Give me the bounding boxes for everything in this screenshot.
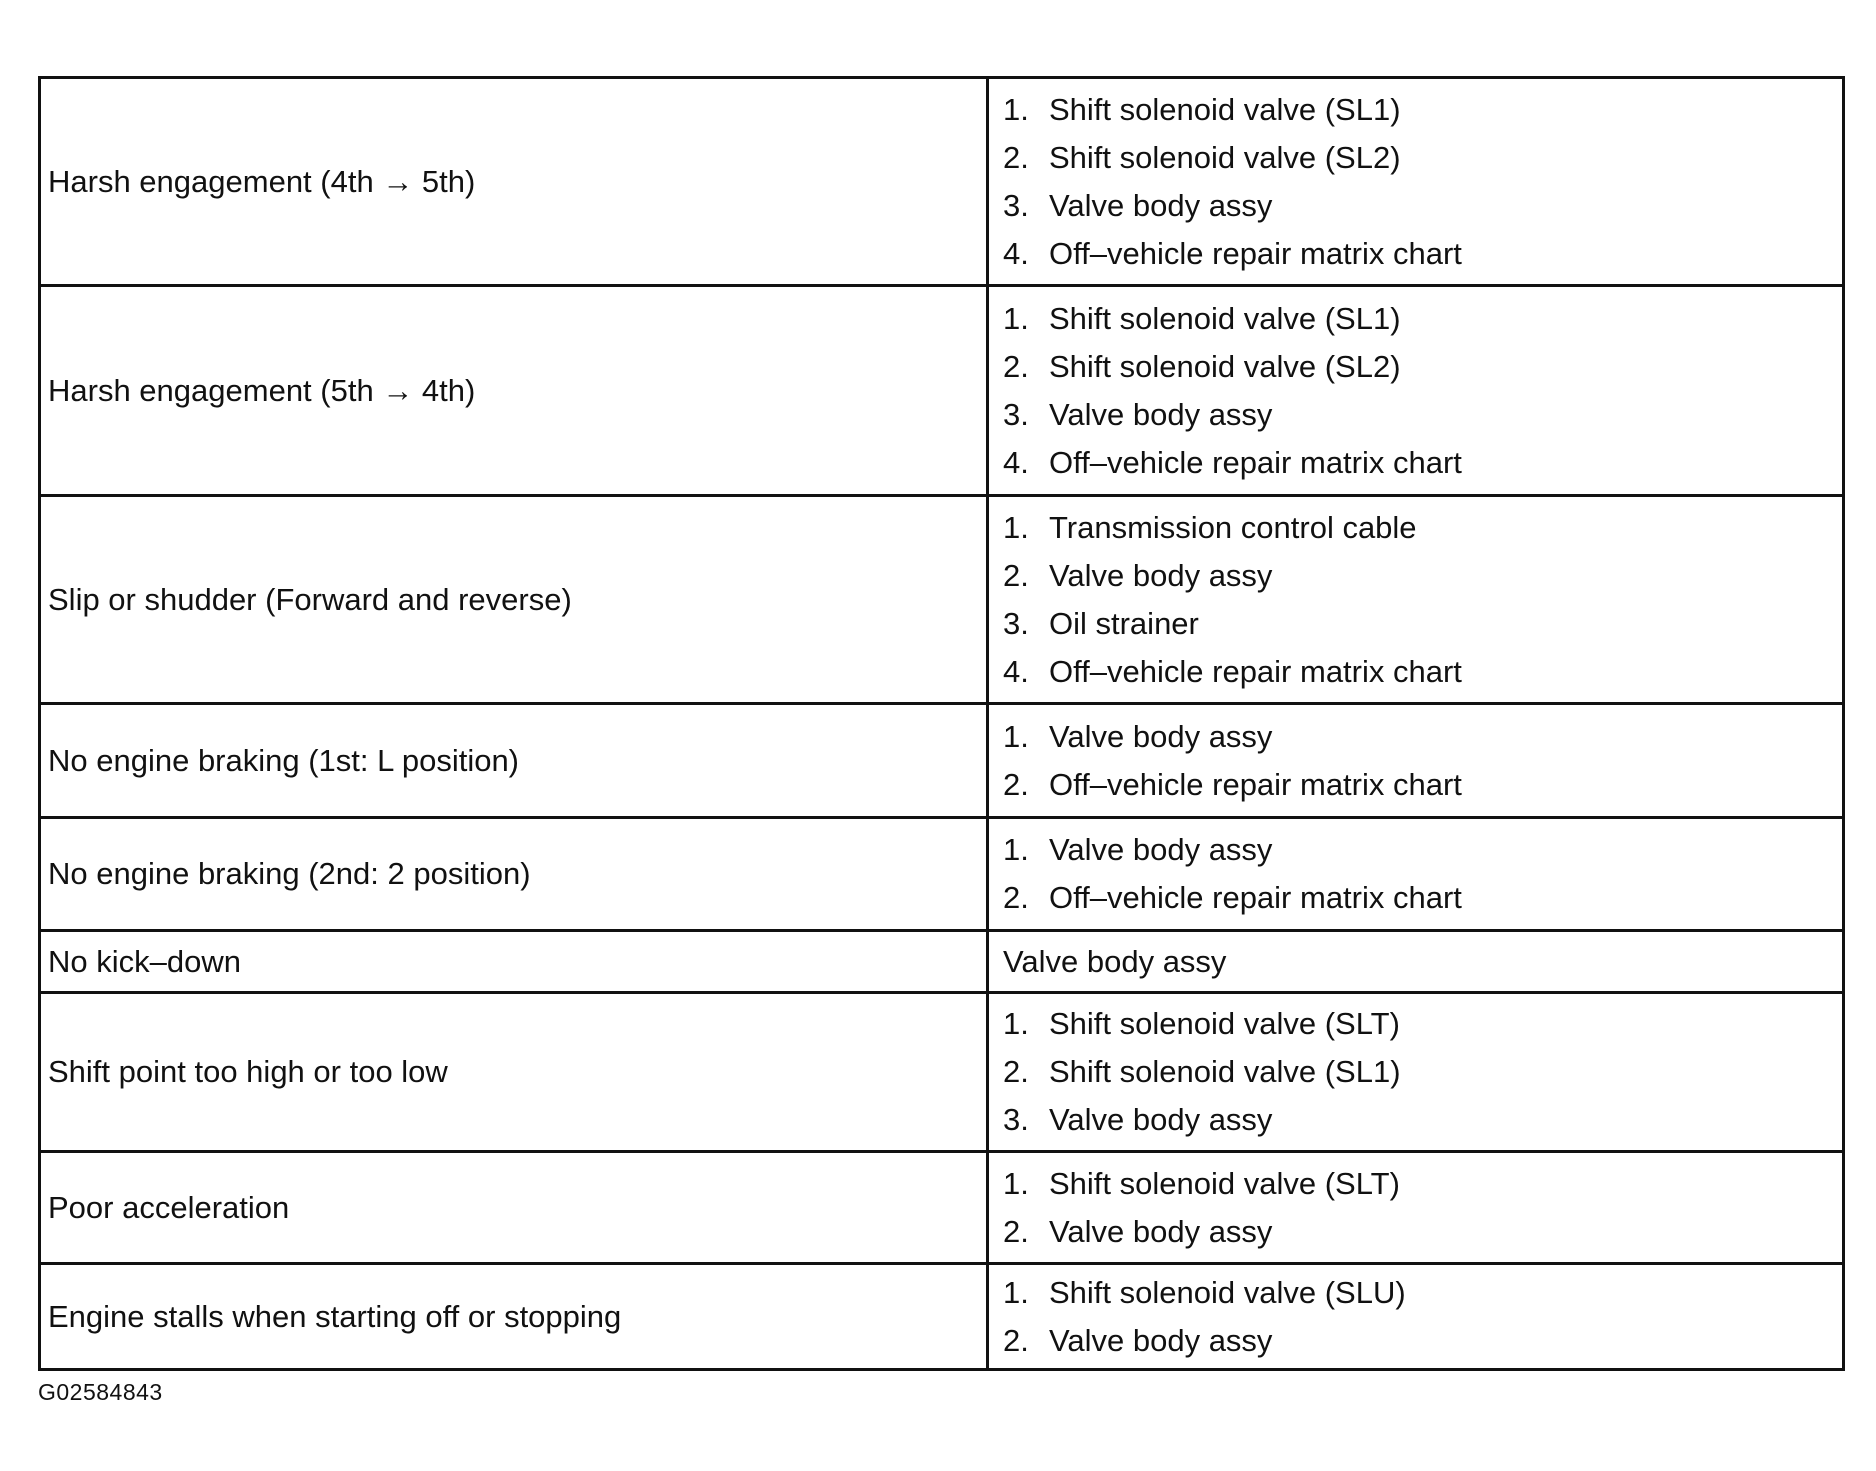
list-item-text: Valve body assy: [1049, 557, 1273, 593]
list-item-text: Valve body assy: [1049, 1102, 1273, 1137]
list-item-number: 2.: [1003, 557, 1029, 593]
parts-cell: [988, 818, 1844, 931]
list-item: [1003, 1208, 1842, 1256]
list-item-text: Shift solenoid valve (SL1): [1049, 91, 1401, 127]
symptom-parts-table: [38, 76, 1845, 1371]
list-item-text: Transmission control cable: [1049, 509, 1417, 545]
list-item: [1003, 874, 1842, 922]
list-item-number: 2.: [1003, 766, 1029, 802]
parts-list: [1003, 713, 1842, 809]
list-item-text: Shift solenoid valve (SL2): [1049, 139, 1401, 175]
parts-cell: [988, 78, 1844, 286]
list-item-text: Valve body assy: [1049, 1213, 1273, 1249]
parts-cell: [988, 1152, 1844, 1264]
list-item-text: Shift solenoid valve (SL1): [1049, 1054, 1401, 1089]
list-item-number: 1.: [1003, 1165, 1029, 1201]
part-text: Valve body assy: [1003, 943, 1227, 979]
list-item: [1003, 1160, 1842, 1208]
symptom-cell: No engine braking (2nd: 2 position): [40, 818, 988, 931]
list-item-number: 1.: [1003, 718, 1029, 754]
list-item-text: Oil strainer: [1049, 605, 1199, 641]
list-item: [1003, 1000, 1842, 1048]
list-item: [1003, 230, 1842, 278]
list-item: [1003, 648, 1842, 696]
list-item-text: Shift solenoid valve (SLT): [1049, 1006, 1400, 1041]
table-row: [40, 931, 1844, 993]
list-item-text: Valve body assy: [1049, 396, 1273, 432]
list-item-number: 2.: [1003, 1322, 1029, 1358]
list-item-number: 4.: [1003, 235, 1029, 271]
list-item-text: Off–vehicle repair matrix chart: [1049, 766, 1462, 802]
list-item-number: 3.: [1003, 187, 1029, 223]
parts-list: [1003, 295, 1842, 487]
table-row: [40, 704, 1844, 818]
list-item-number: 2.: [1003, 1213, 1029, 1249]
list-item-number: 1.: [1003, 509, 1029, 545]
list-item-number: 3.: [1003, 605, 1029, 641]
list-item-number: 2.: [1003, 880, 1029, 915]
parts-list: [1003, 826, 1842, 922]
list-item: [1003, 600, 1842, 648]
table-row: [40, 1152, 1844, 1264]
list-item: [1003, 761, 1842, 809]
symptom-cell: Harsh engagement (5th → 4th): [40, 286, 988, 496]
list-item-text: Valve body assy: [1049, 718, 1273, 754]
parts-cell: [988, 1264, 1844, 1370]
list-item-text: Shift solenoid valve (SL2): [1049, 348, 1401, 384]
table-row: [40, 78, 1844, 286]
list-item-text: Valve body assy: [1049, 1322, 1273, 1358]
symptom-cell: Engine stalls when starting off or stopping: [40, 1264, 988, 1370]
list-item-text: Shift solenoid valve (SLU): [1049, 1274, 1406, 1310]
list-item: [1003, 86, 1842, 134]
table-body: [40, 78, 1844, 1370]
list-item-text: Off–vehicle repair matrix chart: [1049, 880, 1462, 915]
list-item-number: 2.: [1003, 1054, 1029, 1089]
list-item-text: Off–vehicle repair matrix chart: [1049, 235, 1462, 271]
list-item-number: 3.: [1003, 1102, 1029, 1137]
symptom-cell: Poor acceleration: [40, 1152, 988, 1264]
list-item: [1003, 295, 1842, 343]
parts-list: [1003, 1160, 1842, 1256]
figure-id: G02584843: [38, 1379, 163, 1405]
table-row: [40, 818, 1844, 931]
list-item-number: 1.: [1003, 1274, 1029, 1310]
parts-cell: [988, 704, 1844, 818]
list-item: [1003, 1317, 1842, 1365]
list-item-number: 1.: [1003, 300, 1029, 336]
parts-list: [1003, 86, 1842, 278]
table-row: [40, 286, 1844, 496]
list-item: [1003, 826, 1842, 874]
list-item-number: 2.: [1003, 348, 1029, 384]
parts-cell: [988, 286, 1844, 496]
list-item: [1003, 343, 1842, 391]
list-item-number: 3.: [1003, 396, 1029, 432]
list-item: [1003, 713, 1842, 761]
list-item-number: 4.: [1003, 444, 1029, 480]
list-item: [1003, 1269, 1842, 1317]
list-item-text: Shift solenoid valve (SL1): [1049, 300, 1401, 336]
list-item-text: Valve body assy: [1049, 187, 1273, 223]
parts-cell: [988, 993, 1844, 1152]
list-item: [1003, 504, 1842, 552]
list-item-text: Valve body assy: [1049, 832, 1273, 867]
list-item: [1003, 134, 1842, 182]
list-item: [1003, 391, 1842, 439]
list-item-text: Off–vehicle repair matrix chart: [1049, 444, 1462, 480]
parts-list: [1003, 504, 1842, 696]
list-item-text: Shift solenoid valve (SLT): [1049, 1165, 1400, 1201]
list-item-text: Off–vehicle repair matrix chart: [1049, 653, 1462, 689]
list-item: [1003, 552, 1842, 600]
list-item: [1003, 1096, 1842, 1144]
symptom-cell: No kick–down: [40, 931, 988, 993]
table-row: [40, 1264, 1844, 1370]
parts-cell: [988, 496, 1844, 704]
list-item-number: 4.: [1003, 653, 1029, 689]
table-row: [40, 496, 1844, 704]
parts-list: [1003, 1269, 1842, 1365]
symptom-cell: No engine braking (1st: L position): [40, 704, 988, 818]
list-item-number: 1.: [1003, 91, 1029, 127]
table-row: [40, 993, 1844, 1152]
symptom-cell: Shift point too high or too low: [40, 993, 988, 1152]
list-item-number: 2.: [1003, 139, 1029, 175]
list-item: [1003, 1048, 1842, 1096]
symptom-cell: Harsh engagement (4th → 5th): [40, 78, 988, 286]
list-item: [1003, 439, 1842, 487]
parts-cell: [988, 931, 1844, 993]
parts-list: [1003, 1000, 1842, 1144]
list-item: [1003, 182, 1842, 230]
list-item-number: 1.: [1003, 832, 1029, 867]
symptom-cell: Slip or shudder (Forward and reverse): [40, 496, 988, 704]
list-item-number: 1.: [1003, 1006, 1029, 1041]
